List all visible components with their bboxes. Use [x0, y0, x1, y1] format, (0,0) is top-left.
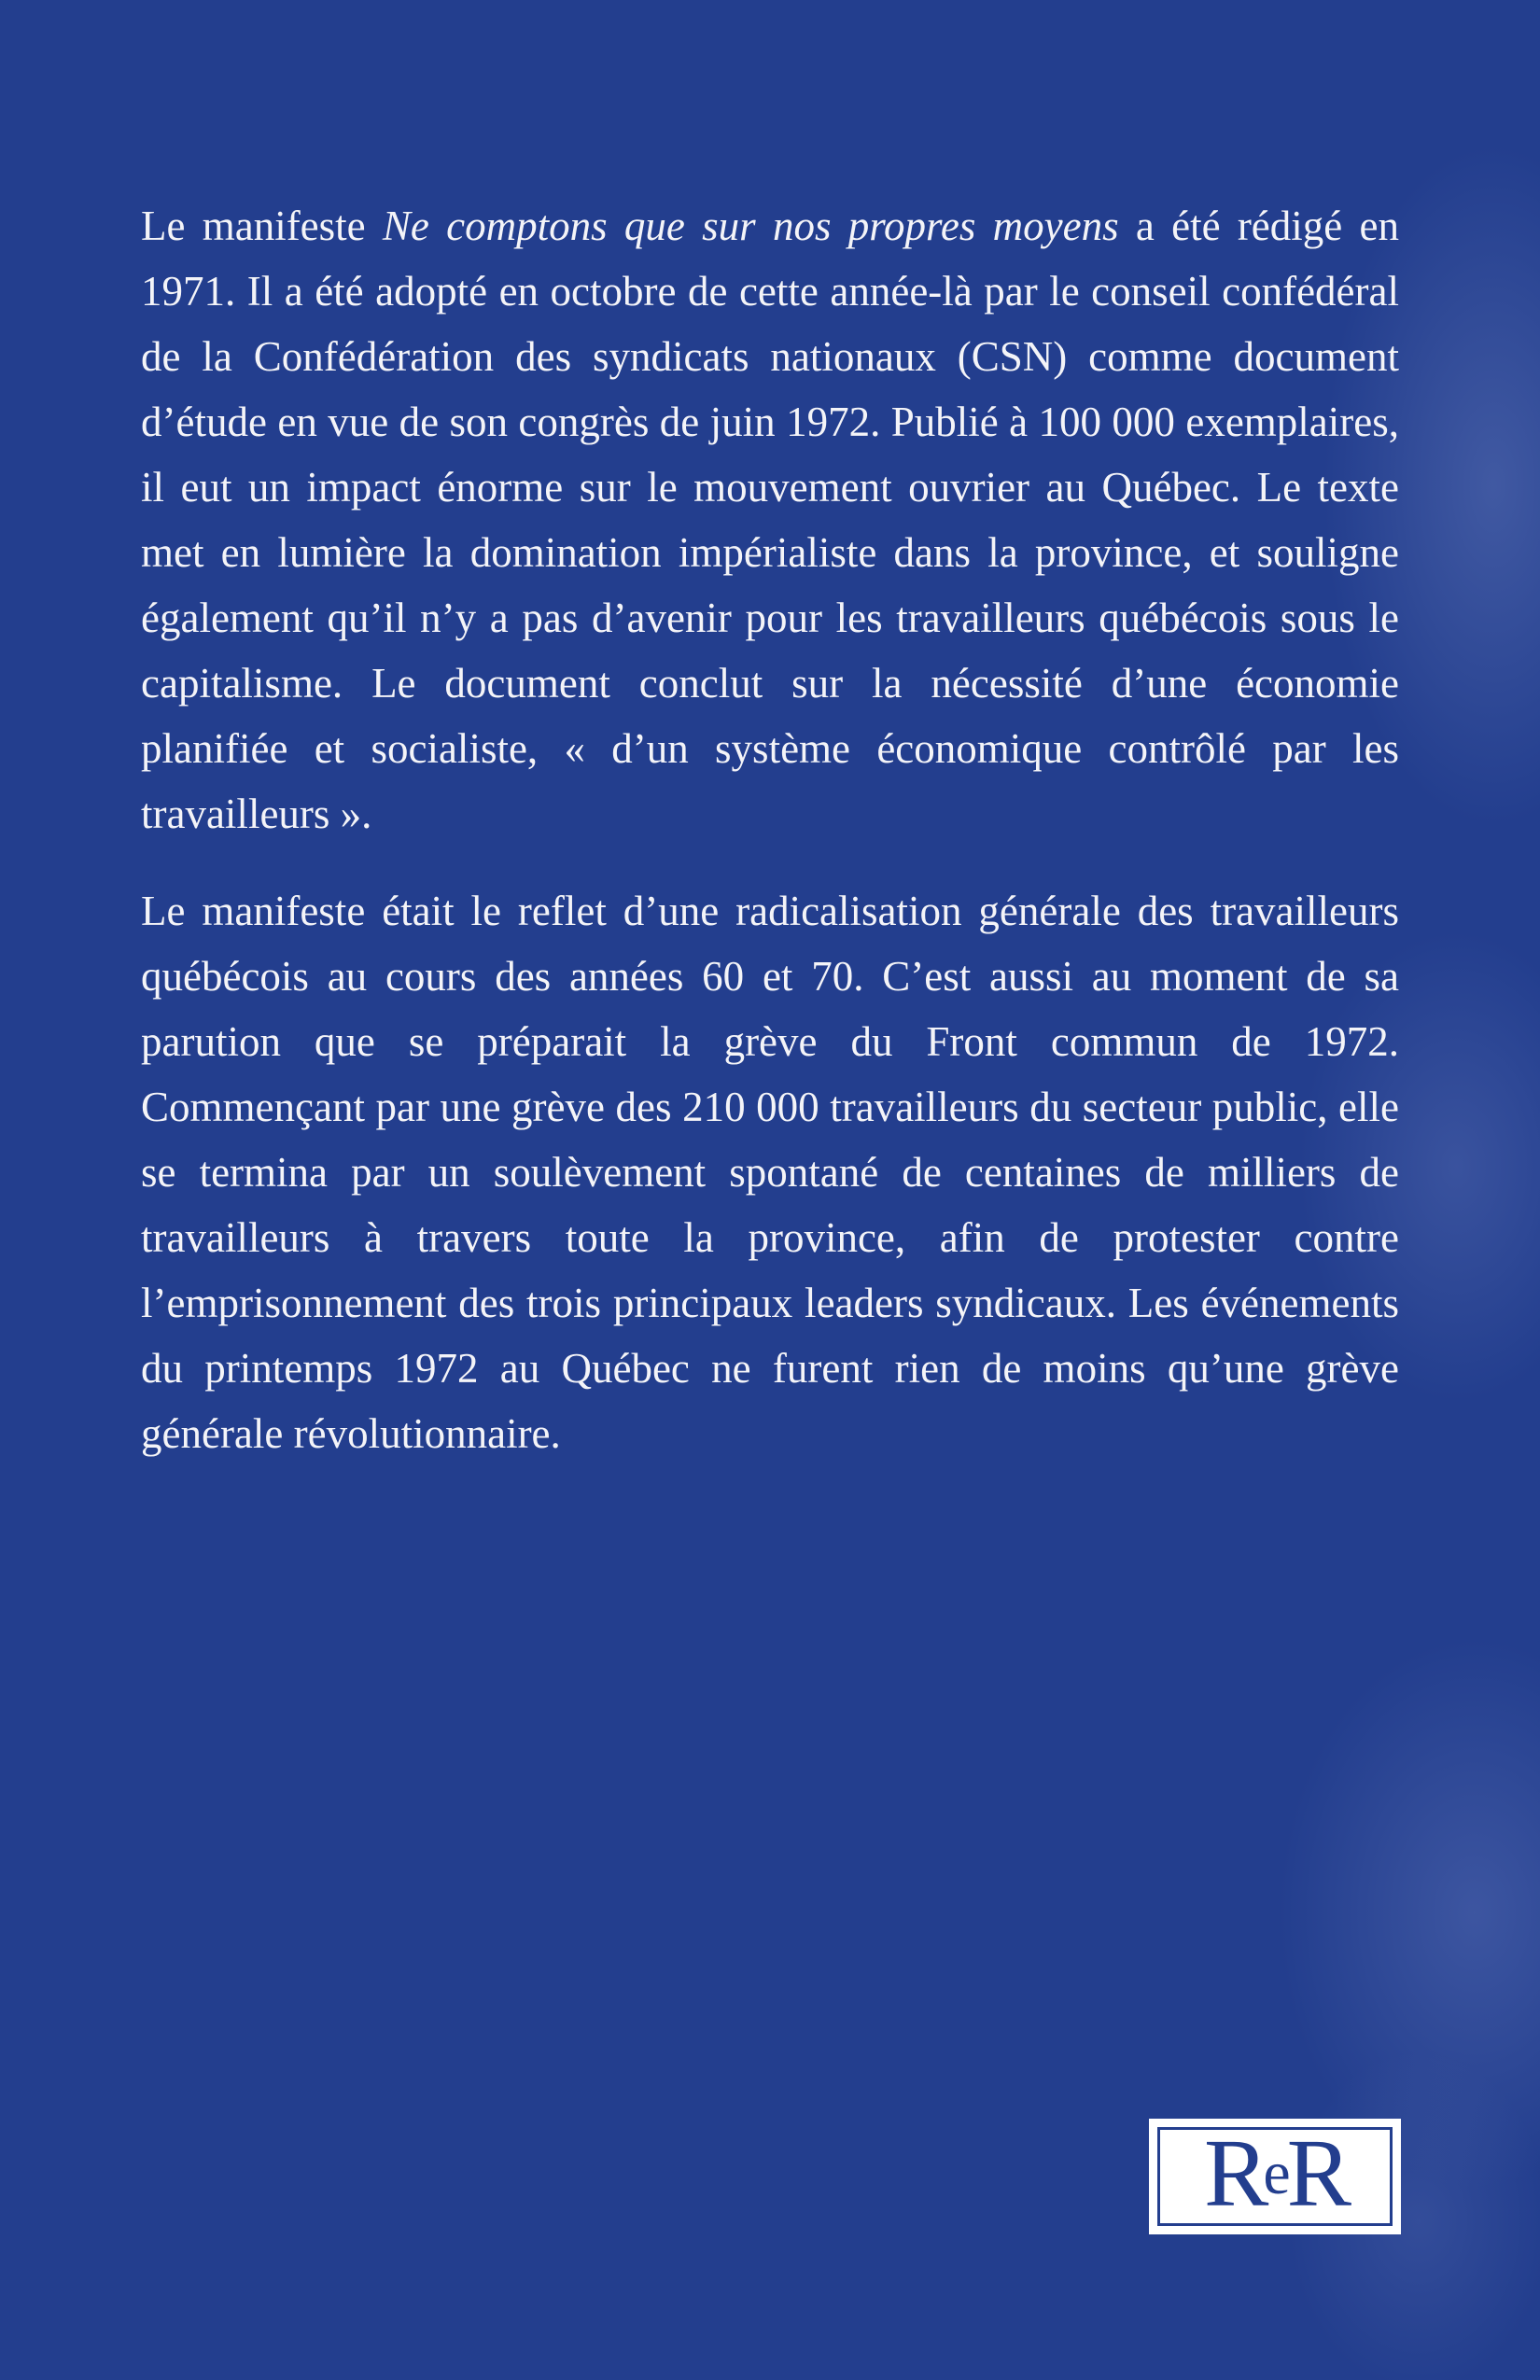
publisher-logo [1149, 2119, 1401, 2234]
logo-letter-r2: R [1286, 2120, 1347, 2227]
blurb-paragraph-1 [141, 193, 1399, 847]
paragraph-1-lead: Le manifeste [141, 203, 383, 249]
logo-letter-r1: R [1203, 2120, 1264, 2227]
publisher-logo-mark [1157, 2120, 1393, 2227]
logo-letter-e: e [1263, 2139, 1287, 2207]
paragraph-1-rest: a été rédigé en 1971. Il a été adopté en octobre de cette année-là par le conseil confédéral de la Confédération des syndicats nationaux (CSN) comme document d’étude en vue de son congrès de juin 1972. Publié à 100 000 exemplaires, il eut un impact énorme sur le mouvement ouvrier au Québec. Le texte met en lumière la domination impérialiste dans la province, et souligne également qu’il n’y a pas d’avenir pour les travailleurs québécois sous le capitalisme. Le document conclut sur la nécessité d’une économie planifiée et socialiste, « d’un système économique contrôlé par les travailleurs ». [141, 203, 1399, 837]
blurb-text [141, 193, 1399, 1498]
manifesto-title: Ne comptons que sur nos propres moyens [382, 203, 1119, 249]
blurb-paragraph-2: Le manifeste était le reflet d’une radicalisation générale des travailleurs québécois au cours des années 60 et 70. C’est aussi au moment de sa parution que se préparait la grève du Front commun de 1972. Commençant par une grève des 210 000 travailleurs du secteur public, elle se termina par un soulèvement spontané de centaines de milliers de travailleurs à travers toute la province, afin de protester contre l’emprisonnement des trois principaux leaders syndicaux. Les événements du printemps 1972 au Québec ne furent rien de moins qu’une grève générale révolutionnaire. [141, 888, 1399, 1457]
